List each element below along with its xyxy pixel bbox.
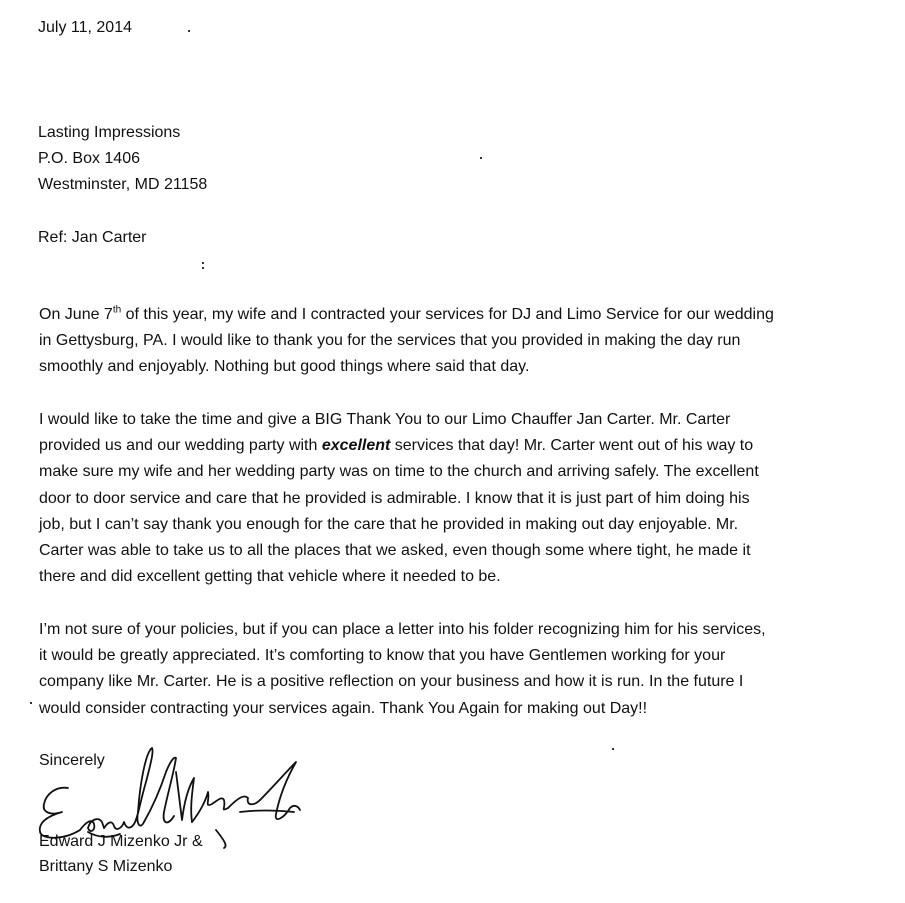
paragraph-1-line-1 bbox=[39, 302, 839, 328]
paragraph-2-line-1: I would like to take the time and give a BIG Thank You to our Limo Chauffer Jan Carter. Mr. Carter bbox=[39, 411, 731, 428]
paragraph-2-line-7: there and did excellent getting that vehicle where it needed to be. bbox=[39, 568, 501, 586]
paragraph-3-line-1: I’m not sure of your policies, but if you can place a letter into his folder recognizing him for his services, bbox=[39, 621, 766, 638]
recipient-city-line: Westminster, MD 21158 bbox=[38, 176, 208, 193]
letter-date: July 11, 2014 bbox=[38, 19, 132, 36]
paragraph-2-line-2 bbox=[39, 433, 839, 459]
paragraph-2-line-3: make sure my wife and her wedding party was on time to the church and arriving safely. The excellent bbox=[39, 463, 759, 481]
paragraph-1-line-3: smoothly and enjoyably. Nothing but good things where said that day. bbox=[39, 358, 530, 376]
paragraph-2 bbox=[39, 407, 839, 590]
paragraph-1-line-2: in Gettysburg, PA. I would like to thank you for the services that you provided in making the day run bbox=[39, 332, 741, 350]
scan-speck bbox=[202, 267, 204, 269]
paragraph-3-line-2: it would be greatly appreciated. It’s comforting to know that you have Gentlemen working for your bbox=[39, 647, 726, 665]
ordinal-suffix: th bbox=[112, 304, 122, 316]
paragraph-2-line-5: job, but I can’t say thank you enough for the care that he provided in making out day enjoyable. Mr. bbox=[39, 515, 739, 533]
text-fragment: On June 7 bbox=[39, 306, 113, 323]
reference-line: Ref: Jan Carter bbox=[38, 229, 147, 246]
signer-name-2: Brittany S Mizenko bbox=[39, 858, 173, 875]
signer-name-1: Edward J Mizenko Jr & bbox=[39, 833, 203, 850]
scan-speck bbox=[612, 748, 614, 750]
text-fragment: of this year, my wife and I contracted your services for DJ and Limo Service for our wedding bbox=[121, 306, 774, 323]
text-fragment: provided us and our wedding party with bbox=[39, 437, 322, 455]
closing-salutation: Sincerely bbox=[39, 752, 105, 769]
paragraph-2-line-4: door to door service and care that he provided is admirable. I know that it is just part of him doing his bbox=[39, 489, 750, 507]
scan-speck bbox=[202, 262, 204, 264]
emphasis-excellent: excellent bbox=[321, 437, 391, 455]
paragraph-3-line-4: would consider contracting your services again. Thank You Again for making out Day!! bbox=[39, 699, 648, 717]
text-fragment: services that day! Mr. Carter went out of his way to bbox=[390, 437, 754, 455]
paragraph-1 bbox=[39, 302, 839, 381]
recipient-name: Lasting Impressions bbox=[38, 124, 181, 141]
scan-speck bbox=[480, 157, 482, 159]
scan-speck bbox=[30, 702, 32, 704]
paragraph-3 bbox=[39, 617, 839, 722]
paragraph-3-line-3: company like Mr. Carter. He is a positive reflection on your business and how it is run. In the future I bbox=[39, 673, 744, 691]
scan-speck bbox=[188, 30, 190, 32]
recipient-po-box: P.O. Box 1406 bbox=[38, 150, 140, 167]
paragraph-2-line-6: Carter was able to take us to all the places that we asked, even though some where tight, he made it bbox=[39, 542, 751, 560]
